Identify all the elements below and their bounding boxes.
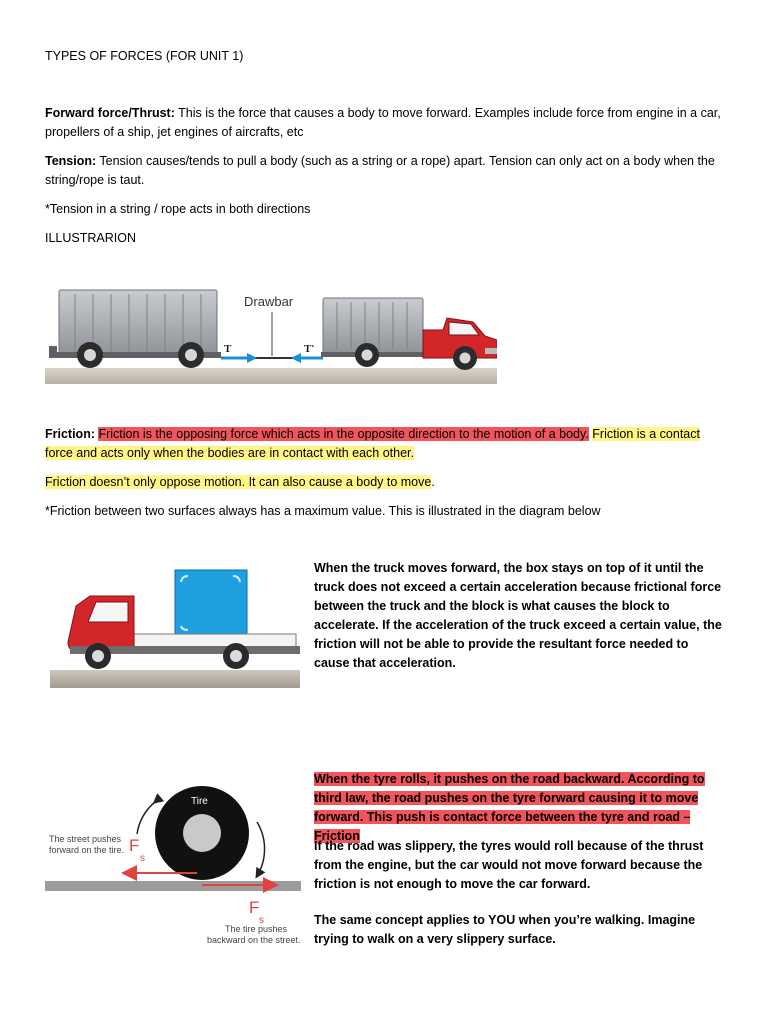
street-push-label-2: forward on the tire. xyxy=(49,845,125,855)
truck-box-explanation: When the truck moves forward, the box stays on top of it until the truck does not exceed a certain acceleration because frictional force between the truck and the block is what causes the block to accelerate. If the acceleration of the truck exceed a certain value, the friction will not be able to provide the resultant force needed to cause that acceleration. xyxy=(314,561,722,670)
friction-motion-period: . xyxy=(431,475,435,489)
friction-definition: Friction is the opposing force which acts in the opposite direction to the motion of a body. xyxy=(98,427,589,441)
friction-cause-motion: Friction doesn’t only oppose motion. It can also cause a body to move xyxy=(45,475,432,489)
road xyxy=(45,368,497,384)
thrust-text: This is the force that causes a body to move forward. Examples include force from engine in a car, propellers of a ship, jet engines of aircrafts, etc xyxy=(45,106,721,139)
tension-paragraph xyxy=(45,152,725,190)
thrust-paragraph xyxy=(45,104,725,142)
red-pickup-truck xyxy=(423,318,497,370)
tire-push-label-2: backward on the street. xyxy=(207,935,301,945)
tyre-highlight-paragraph xyxy=(314,770,724,846)
tension-arrowhead-right xyxy=(291,353,301,363)
rotation-arrow-right xyxy=(257,822,265,876)
truck-trailer-figure xyxy=(45,282,497,384)
friction-motion-paragraph xyxy=(45,473,725,492)
tension-label-left: T xyxy=(224,343,232,355)
force-sub-right: s xyxy=(259,915,264,926)
tyre-third-law: When the tyre rolls, it pushes on the road backward. According to third law, the road pushes on the tyre forward causing it to move forward. This push is contact force between the tyre and road – Friction xyxy=(314,772,705,843)
walking-paragraph: The same concept applies to YOU when you’re walking. Imagine trying to walk on a very slippery surface. xyxy=(314,913,696,946)
tension-arrowhead-left xyxy=(247,353,257,363)
tension-label-right: T' xyxy=(304,343,315,355)
friction-contact-force: Friction is a contact force and acts only when the bodies are in contact with each other. xyxy=(45,427,700,460)
friction-max-note: *Friction between two surfaces always has a maximum value. This is illustrated in the diagram below xyxy=(45,504,601,518)
force-symbol-left: F xyxy=(129,836,140,855)
tension-term: Tension: xyxy=(45,154,97,168)
road-2 xyxy=(50,670,300,688)
tire-hub xyxy=(183,814,221,852)
slippery-road-paragraph: If the road was slippery, the tyres would roll because of the thrust from the engine, but the car would not move forward because the friction is not enough to move the car forward. xyxy=(314,839,704,891)
tire-push-label-1: The tire pushes xyxy=(225,924,288,934)
rotation-arrow-left xyxy=(137,802,155,834)
box-on-truck xyxy=(175,570,247,634)
tension-text: Tension causes/tends to pull a body (such as a string or a rope) apart. Tension can only act on a body when the string/rope is taut. xyxy=(45,154,715,187)
friction-paragraph xyxy=(45,425,725,463)
tire-label: Tire xyxy=(191,796,208,807)
first-trailer xyxy=(49,290,221,368)
truck-box-figure xyxy=(50,566,300,690)
street-push-label-1: The street pushes xyxy=(49,834,122,844)
thrust-term: Forward force/Thrust: xyxy=(45,106,175,120)
force-sub-left: s xyxy=(140,853,145,864)
force-symbol-right: F xyxy=(249,898,260,917)
tyre-road-figure xyxy=(45,772,303,950)
illustration-heading: ILLUSTRARION xyxy=(45,231,136,245)
page-title: TYPES OF FORCES (FOR UNIT 1) xyxy=(45,49,244,63)
friction-term: Friction: xyxy=(45,427,95,441)
second-trailer xyxy=(321,298,425,367)
tension-note: *Tension in a string / rope acts in both directions xyxy=(45,202,311,216)
drawbar-label: Drawbar xyxy=(244,294,294,309)
